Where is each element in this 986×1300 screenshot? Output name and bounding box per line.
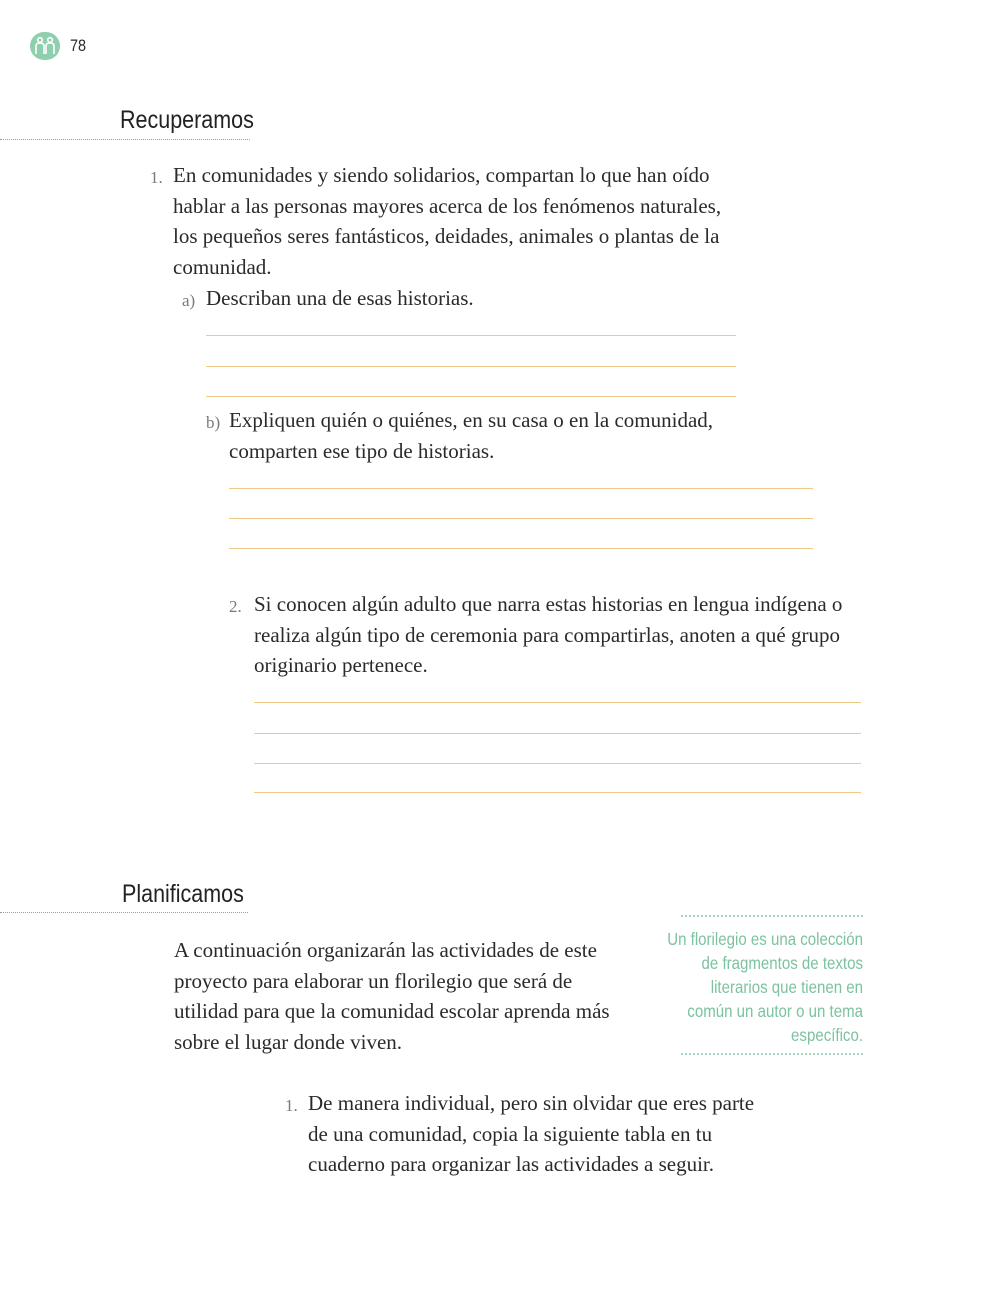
- heading-rule: [0, 139, 250, 140]
- answer-line[interactable]: [254, 733, 861, 734]
- question-number: 1.: [150, 168, 163, 187]
- definition-sidebar: [667, 915, 863, 1055]
- page-number: [30, 32, 89, 60]
- answer-line[interactable]: [254, 763, 861, 764]
- answer-line[interactable]: [229, 518, 813, 519]
- subquestion-b-text: Expliquen quién o quiénes, en su casa o en la comunidad, comparten ese tipo de historias.: [229, 408, 714, 463]
- question-1-text: En comunidades y siendo solidarios, compartan lo que han oído hablar a las personas mayores acerca de los fenómenos naturales, los pequeños seres fantásticos, deidades, animales o plantas de la comunidad.: [173, 163, 722, 279]
- definition-text: Un florilegio es una colección de fragmentos de textos literarios que tienen en común un autor o un tema específico.: [667, 929, 863, 1045]
- question-number: 1.: [285, 1096, 298, 1115]
- answer-line[interactable]: [229, 488, 813, 489]
- page-number-text: 78: [70, 36, 87, 55]
- subquestion-a-text: Describan una de esas historias.: [206, 286, 474, 310]
- planificamos-intro: A continuación organizarán las actividades de este proyecto para elaborar un florilegio que será de utilidad para que la comunidad escolar aprenda más sobre el lugar donde viven.: [174, 938, 610, 1054]
- question-number: 2.: [229, 597, 242, 616]
- subquestion-letter-a: a): [182, 291, 196, 310]
- answer-line[interactable]: [206, 366, 736, 367]
- answer-line[interactable]: [229, 548, 813, 549]
- answer-line[interactable]: [254, 702, 861, 703]
- answer-line[interactable]: [206, 335, 736, 336]
- section-heading-planificamos: Planificamos: [122, 880, 244, 908]
- answer-line[interactable]: [254, 792, 861, 793]
- question-2-text: Si conocen algún adulto que narra estas historias en lengua indígena o realiza algún tipo de ceremonia para compartirlas, anoten a qué grupo originario pertenece.: [254, 592, 843, 677]
- planificamos-question-1-text: De manera individual, pero sin olvidar que eres parte de una comunidad, copia la siguiente tabla en tu cuaderno para organizar las actividades a seguir.: [308, 1091, 755, 1176]
- heading-rule: [0, 912, 248, 913]
- subquestion-letter-b: b): [206, 413, 221, 432]
- students-icon: [30, 32, 60, 60]
- answer-line[interactable]: [206, 396, 736, 397]
- section-heading-recuperamos: Recuperamos: [120, 106, 254, 134]
